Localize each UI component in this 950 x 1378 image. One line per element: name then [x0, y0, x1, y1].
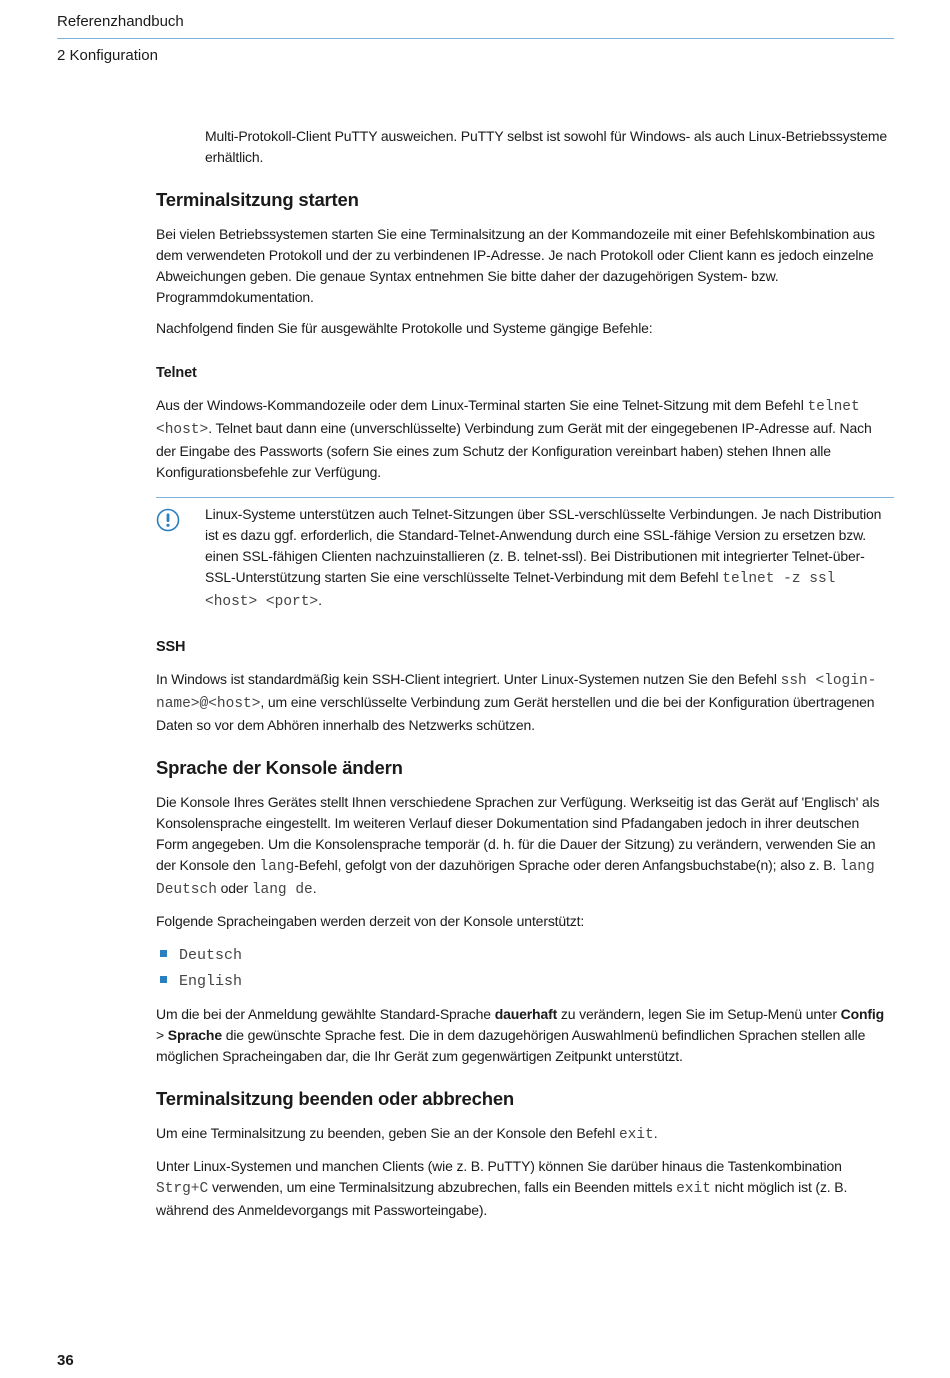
ctrl-c-shortcut: Strg+C	[156, 1181, 209, 1197]
ssh-command: ssh <login-name>@<host>	[156, 673, 877, 712]
intro-paragraph: Multi-Protokoll-Client PuTTY ausweichen. PuTTY selbst ist sowohl für Windows- als auch Linux-Betriebssysteme erhältlich.	[205, 128, 887, 165]
default-lang-text-a: Um die bei der Anmeldung gewählte Standard-Sprache	[156, 1006, 495, 1022]
note-text-1: Linux-Systeme unterstützen auch Telnet-Sitzungen über SSL-verschlüsselte Verbindungen. Je nach Distribution ist es dazu ggf. erforderlich, die Standard-Telnet-Anwendung durch eine SSL-fähige Version zu ersetzen bzw. einen SSL-fähigen Clienten nachzuinstallieren (z. B. telnet-ssl). Bei Distributionen mit integrierter Telnet-über-SSL-Unterstützung starten Sie eine verschlüsselte Telnet-Verbindung mit dem Befehl	[205, 506, 882, 585]
exit-paragraph	[156, 1123, 894, 1146]
menu-path-language: Sprache	[167, 1027, 222, 1043]
default-language-paragraph	[156, 1004, 894, 1067]
console-language-paragraph	[156, 792, 894, 901]
note-box	[156, 497, 894, 613]
chapter-title: 2 Konfiguration	[57, 47, 158, 64]
exit-command: exit	[618, 1127, 654, 1143]
telnet-text-1: Aus der Windows-Kommandozeile oder dem Linux-Terminal starten Sie eine Telnet-Sitzung mit dem Befehl	[156, 397, 808, 413]
abort-paragraph	[156, 1156, 894, 1221]
note-text	[156, 504, 894, 613]
list-item	[156, 968, 894, 994]
warning-icon	[156, 508, 180, 532]
protocols-intro-paragraph: Nachfolgend finden Sie für ausgewählte Protokolle und Systeme gängige Befehle:	[156, 320, 653, 336]
telnet-ssl-command: telnet -z ssl <host> <port>	[205, 571, 836, 610]
running-header	[57, 10, 894, 68]
list-item	[156, 942, 894, 968]
bullet-icon	[160, 976, 167, 983]
language-deutsch: Deutsch	[179, 947, 243, 964]
language-english: English	[179, 973, 243, 990]
exit-text-a: Um eine Terminalsitzung zu beenden, geben Sie an der Konsole den Befehl	[156, 1125, 619, 1141]
menu-path-separator: >	[156, 1027, 168, 1043]
header-divider	[57, 38, 894, 39]
default-lang-text-b: zu verändern, legen Sie im Setup-Menü unter	[557, 1006, 841, 1022]
lang-text-b: -Befehl, gefolgt von der dazuhörigen Sprache oder deren Anfangsbuchstabe(n); also z. B.	[294, 857, 840, 873]
lang-text-c: oder	[216, 880, 252, 896]
ssh-text-2: , um eine verschlüsselte Verbindung zum Gerät herstellen und die bei der Konfiguration übertragenen Daten so vor dem Abhören innerhalb des Netzwerks schützen.	[156, 694, 875, 733]
lang-text-a: Die Konsole Ihres Gerätes stellt Ihnen verschiedene Sprachen zur Verfügung. Werkseitig ist das Gerät auf 'Englisch' als Konsolensprache eingestellt. Im weiteren Verlauf dieser Dokumentation sind Pfadangaben jedoch in ihrer deutschen Form angegeben. Um die Konsolensprache temporär (d. h. für die Dauer der Sitzung) zu verändern, verwenden Sie an der Konsole den	[156, 794, 880, 873]
abort-text-c: nicht möglich ist (z. B. während des Anmeldevorgangs mit Passworteingabe).	[156, 1179, 848, 1218]
abort-text-a: Unter Linux-Systemen und manchen Clients (wie z. B. PuTTY) können Sie darüber hinaus die Tastenkombination	[156, 1158, 842, 1174]
heading-terminal-end: Terminalsitzung beenden oder abbrechen	[156, 1088, 515, 1109]
note-text-2: .	[318, 592, 322, 608]
telnet-text-2: . Telnet baut dann eine (unverschlüsselte) Verbindung zum Gerät mit der eingegebenen IP-Adresse auf. Nach der Eingabe des Passworts (sofern Sie eines zum Schutz der Konfiguration vereinbart haben) stehen Ihnen alle Konfigurationsbefehle zur Verfügung.	[156, 420, 872, 480]
lang-command: lang	[259, 859, 295, 875]
telnet-paragraph	[156, 395, 894, 483]
menu-path-config: Config	[840, 1006, 885, 1022]
ssh-paragraph	[156, 669, 894, 736]
page-number: 36	[57, 1352, 74, 1369]
lang-text-d: .	[312, 880, 317, 896]
emphasis-permanent: dauerhaft	[494, 1006, 558, 1022]
language-list	[156, 942, 894, 994]
default-lang-text-d: die gewünschte Sprache fest. Die in dem dazugehörigen Auswahlmenü befindlichen Sprachen stellen alle möglichen Spracheingaben dar, die Ihr Gerät zum gegenwärtigen Zeitpunkt unterstützt.	[156, 1027, 866, 1064]
abort-text-b: verwenden, um eine Terminalsitzung abzubrechen, falls ein Beenden mittels	[208, 1179, 677, 1195]
document-title: Referenzhandbuch	[57, 13, 184, 30]
exit-text-b: .	[653, 1125, 658, 1141]
supported-languages-intro: Folgende Spracheingaben werden derzeit von der Konsole unterstützt:	[156, 913, 585, 929]
heading-telnet: Telnet	[156, 365, 197, 381]
exit-command-2: exit	[676, 1181, 711, 1197]
telnet-command: telnet <host>	[156, 399, 860, 438]
lang-deutsch-command: lang Deutsch	[156, 859, 875, 898]
terminal-start-paragraph: Bei vielen Betriebssystemen starten Sie eine Terminalsitzung an der Kommandozeile mit einer Befehlskombination aus dem verwendeten Protokoll und der zu verbindenen IP-Adresse. Je nach Protokoll oder Client kann es jedoch einzelne Abweichungen geben. Die genaue Syntax entnehmen Sie bitte daher der dazugehörigen System- bzw. Programmdokumentation.	[156, 226, 875, 305]
lang-de-command: lang de	[251, 882, 313, 898]
bullet-icon	[160, 950, 167, 957]
ssh-text-1: In Windows ist standardmäßig kein SSH-Client integriert. Unter Linux-Systemen nutzen Sie den Befehl	[156, 671, 781, 687]
page-content	[156, 126, 894, 1231]
heading-console-language: Sprache der Konsole ändern	[156, 757, 403, 778]
heading-ssh: SSH	[156, 639, 186, 655]
heading-terminal-start: Terminalsitzung starten	[156, 189, 359, 210]
